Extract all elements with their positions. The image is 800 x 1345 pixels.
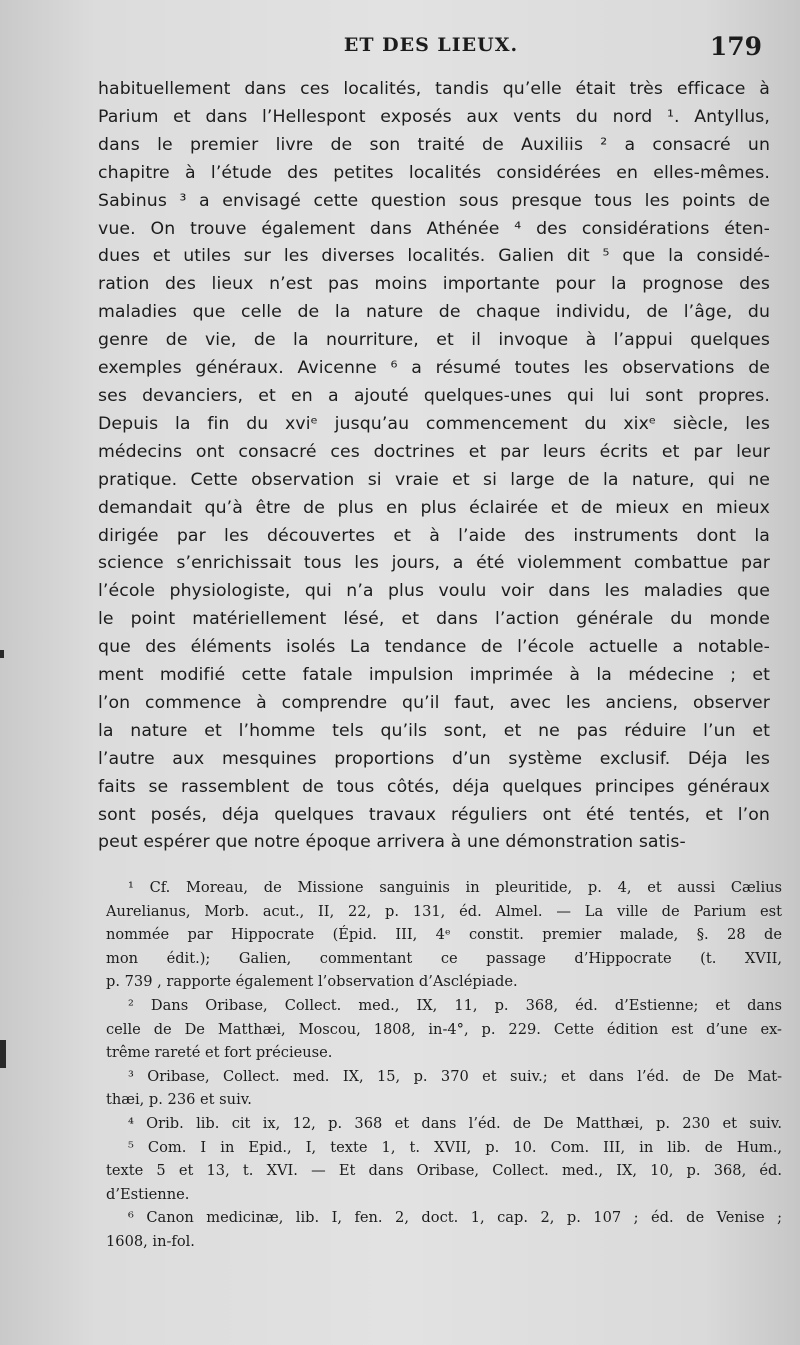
footnote-4 xyxy=(106,1112,782,1136)
footnote-3 xyxy=(106,1065,782,1112)
footnote-line: ⁵ Com. I in Epid., I, texte 1, t. XVII, p. 10. Com. III, in lib. de Hum., xyxy=(128,1138,782,1156)
text-line: l’autre aux mesquines proportions d’un système exclusif. Déja les xyxy=(98,748,770,769)
text-line: peut espérer que notre époque arrivera à une démonstration satis- xyxy=(98,832,686,853)
text-line: ration des lieux n’est pas moins importante pour la prognose des xyxy=(98,274,770,295)
footnote-line: Aurelianus, Morb. acut., II, 22, p. 131, éd. Almel. — La ville de Parium est xyxy=(106,902,782,920)
footnote-line: ⁴ Orib. lib. cit ix, 12, p. 368 et dans l’éd. de De Matthæi, p. 230 et suiv. xyxy=(128,1114,782,1132)
text-line: ment modifié cette fatale impulsion imprimée à la médecine ; et xyxy=(98,665,770,686)
text-line: sont posés, déja quelques travaux réguliers ont été tentés, et l’on xyxy=(98,804,770,825)
text-line: genre de vie, de la nourriture, et il invoque à l’appui quelques xyxy=(98,330,770,351)
text-line: le point matériellement lésé, et dans l’action générale du monde xyxy=(98,609,770,630)
footnote-line: ¹ Cf. Moreau, de Missione sanguinis in pleuritide, p. 4, et aussi Cælius xyxy=(128,879,782,896)
footnote-line: ³ Oribase, Collect. med. IX, 15, p. 370 et suiv.; et dans l’éd. de De Mat- xyxy=(128,1067,782,1085)
text-line: science s’enrichissait tous les jours, a été violemment combattue par xyxy=(98,553,770,574)
footnote-6 xyxy=(106,1206,782,1253)
text-line: l’école physiologiste, qui n’a plus voulu voir dans les maladies que xyxy=(98,581,770,602)
text-line: habituellement dans ces localités, tandis qu’elle était très efficace à xyxy=(98,79,770,99)
text-line: Sabinus ³ a envisagé cette question sous presque tous les points de xyxy=(98,190,770,211)
footnote-line: ⁶ Canon medicinæ, lib. I, fen. 2, doct. 1, cap. 2, p. 107 ; éd. de Venise ; xyxy=(128,1209,782,1227)
text-line: exemples généraux. Avicenne ⁶ a résumé toutes les observations de xyxy=(98,358,770,379)
text-line: médecins ont consacré ces doctrines et par leurs écrits et par leur xyxy=(98,441,770,462)
text-line: demandait qu’à être de plus en plus éclairée et de mieux en mieux xyxy=(98,497,770,518)
footnote-line: mon édit.); Galien, commentant ce passage d’Hippocrate (t. XVII, xyxy=(106,949,782,967)
text-line: que des éléments isolés La tendance de l’école actuelle a notable- xyxy=(98,637,770,658)
text-line: maladies que celle de la nature de chaque individu, de l’âge, du xyxy=(98,302,770,323)
text-line: dirigée par les découvertes et à l’aide des instruments dont la xyxy=(98,525,770,546)
text-line: faits se rassemblent de tous côtés, déja quelques principes généraux xyxy=(98,776,770,797)
text-line: dans le premier livre de son traité de Auxiliis ² a consacré un xyxy=(98,134,770,155)
text-line: ses devanciers, et en a ajouté quelques-unes qui lui sont propres. xyxy=(98,385,770,406)
text-line: Depuis la fin du xviᵉ jusqu’au commencement du xixᵉ siècle, les xyxy=(98,413,770,434)
text-line: Parium et dans l’Hellespont exposés aux vents du nord ¹. Antyllus, xyxy=(98,106,770,127)
footnote-line: trême rareté et fort précieuse. xyxy=(106,1044,333,1062)
page-header xyxy=(100,34,762,70)
text-line: la nature et l’homme tels qu’ils sont, et ne pas réduire l’un et xyxy=(98,720,770,741)
footnote-line: ² Dans Oribase, Collect. med., IX, 11, p. 368, éd. d’Estienne; et dans xyxy=(128,996,782,1014)
footnote-2 xyxy=(106,994,782,1065)
text-line: pratique. Cette observation si vraie et si large de la nature, qui ne xyxy=(98,469,770,490)
footnote-line: thæi, p. 236 et suiv. xyxy=(106,1091,252,1109)
footnote-line: celle de De Matthæi, Moscou, 1808, in-4°, p. 229. Cette édition est d’une ex- xyxy=(106,1020,782,1038)
running-title: ET DES LIEUX. xyxy=(343,34,519,56)
scan-edge-mark xyxy=(0,1040,6,1068)
footnote-line: d’Estienne. xyxy=(106,1185,190,1203)
text-line: dues et utiles sur les diverses localités. Galien dit ⁵ que la considé- xyxy=(98,246,770,267)
footnote-line: nommée par Hippocrate (Épid. III, 4ᵉ constit. premier malade, §. 28 de xyxy=(106,926,782,944)
footnote-5 xyxy=(106,1136,782,1207)
text-line: chapitre à l’étude des petites localités considérées en elles-mêmes. xyxy=(98,162,770,183)
footnote-1 xyxy=(106,876,782,994)
footnotes xyxy=(106,876,782,1254)
main-text xyxy=(98,76,770,857)
text-line: vue. On trouve également dans Athénée ⁴ des considérations éten- xyxy=(98,218,770,239)
footnote-line: texte 5 et 13, t. XVI. — Et dans Oribase, Collect. med., IX, 10, p. 368, éd. xyxy=(106,1162,782,1180)
footnote-line: 1608, in-fol. xyxy=(106,1232,195,1250)
scan-edge-mark xyxy=(0,650,4,658)
page-number: 179 xyxy=(709,32,762,61)
text-line: l’on commence à comprendre qu’il faut, avec les anciens, observer xyxy=(98,692,770,713)
footnote-line: p. 739 , rapporte également l’observation d’Asclépiade. xyxy=(106,973,518,991)
